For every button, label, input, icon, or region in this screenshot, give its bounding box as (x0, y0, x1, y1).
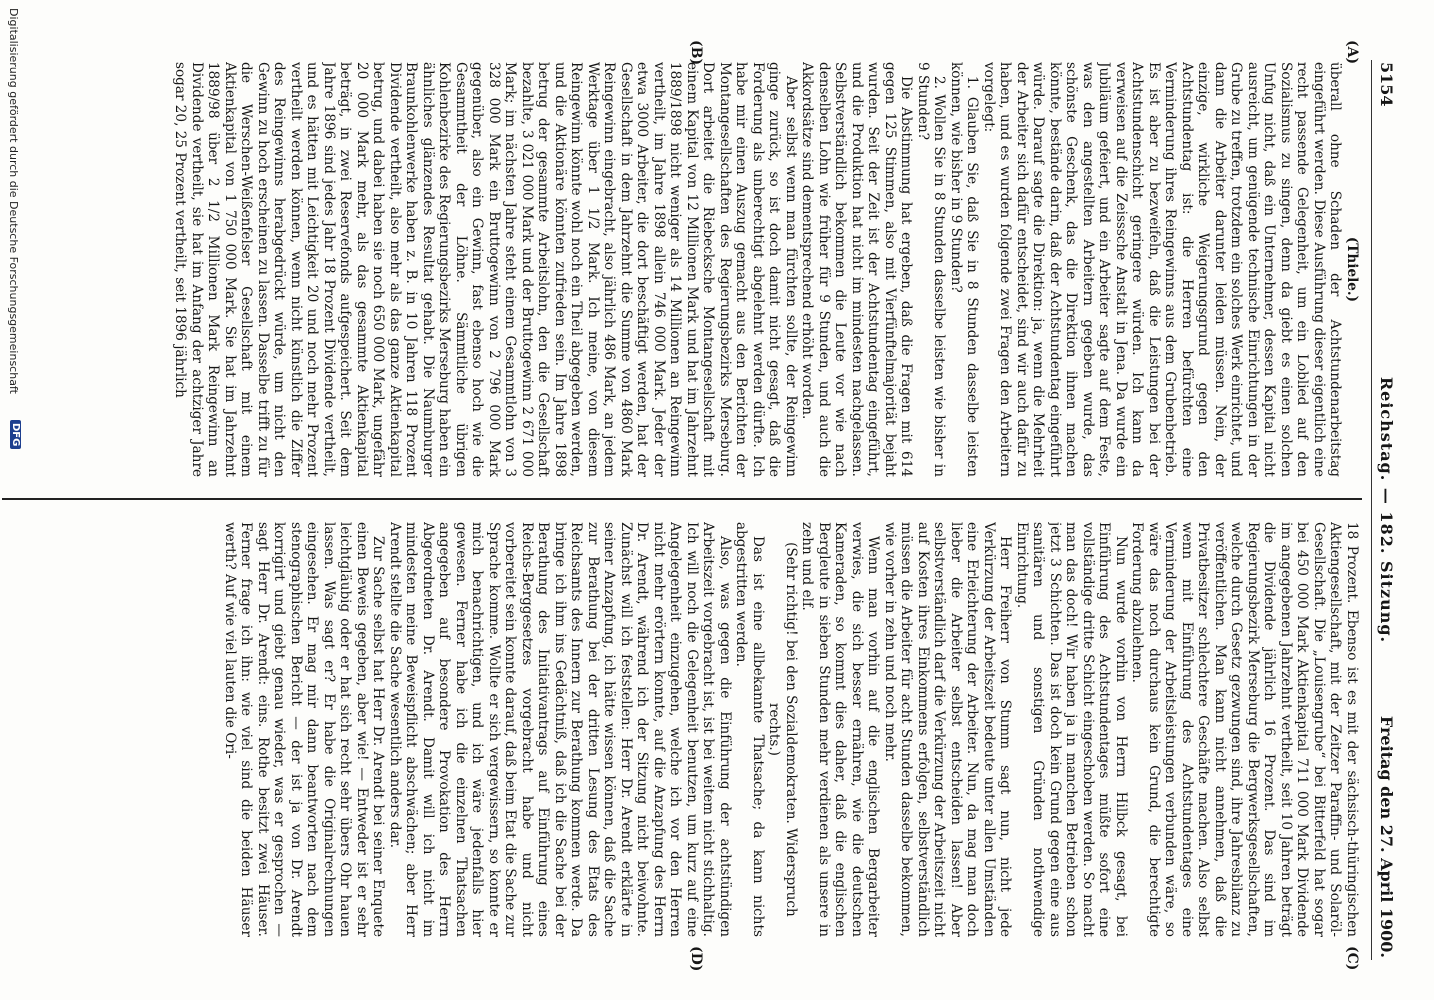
right-text-column (90, 522, 1360, 937)
page-number: 5154 (1377, 62, 1396, 107)
paragraph: Nun wurde vorhin von Herrn Hilbck gesagt, bei Einführung des Achtstundentages müßte sofort eine vollständige dritte Schicht eingeschoben werden. So macht man das doch! Wir haben ja in manchen Betrieben schon jetzt 3 Schichten. Das ist doch kein Grund gegen eine aus sanitären und sonstigen Gründen nothwendige Einrichtung. (1014, 522, 1129, 937)
margin-mark-d: (D) (688, 946, 704, 972)
page-header (1371, 60, 1400, 960)
question-item: 2. Wollen Sie in 8 Stunden dasselbe leisten wie bisher in 9 Stunden? (915, 62, 948, 477)
speaker-name: (Thiele.) (1344, 236, 1360, 303)
paragraph: Die Abstimmung hat ergeben, daß die Fragen mit 614 gegen 125 Stimmen, also mit Vierfünftelmajorität bejaht wurden. Seit der Zeit ist der Achtstundentag eingeführt, und die Produktion hat nicht im mindesten nachgelassen. Selbstverständlich bekommen die Leute vor wie nach denselben Lohn wie früher für 9 Stunden, und auch die Akkordsätze sind dementsprechend erhöht worden. (799, 62, 915, 477)
dfg-logo: DFG (10, 420, 21, 449)
interjection: (Sehr richtig! bei den Sozialdemokraten. Widerspruch rechts.) (766, 542, 799, 917)
left-text-column (90, 62, 1360, 477)
paragraph: Herr Freiherr von Stumm sagt nun, nicht jede Verkürzung der Arbeitszeit bedeute unter allen Umständen eine Erleichterung der Arbeiter. Nun, da mag man doch lieber die Arbeiter selbst entscheiden lassen! Aber selbstverständlich darf die Verkürzung der Arbeitszeit nicht auf Kosten ihres Einkommens erfolgen, selbstverständlich müssen die Arbeiter für acht Stunden dasselbe bekommen, wie vorher in zehn und noch mehr. (882, 522, 1014, 937)
paragraph: Zur Sache selbst hat Herr Dr. Arendt bei seiner Enquete einen Beweis gegeben, aber wie! — Entweder ist er sehr leichtgläubig oder er hat sich recht sehr übers Ohr hauen lassen. Was sagt er? Er habe die Originalrechnungen eingesehen. Er mag mir dann beantworten nach dem stenographischen Bericht — der ist ja von Dr. Arendt korrigirt und giebt genau wieder, was er gesprochen — sagt Herr Dr. Arendt: eins. Rothe besitzt zwei Häuser. Ferner frage ich ihn: wie viel sind die beiden Häuser werth? Auf wie viel lauten die Ori- (222, 522, 387, 937)
margin-mark-c: (C) (1344, 946, 1360, 971)
margin-mark-b: (B) (688, 40, 704, 66)
session-date: Freitag den 27. April 1900. (1377, 715, 1396, 958)
digitization-footer (2, 0, 24, 1000)
running-title: Reichstag. — 182. Sitzung. (1377, 376, 1396, 644)
paragraph: überall ohne Schaden der Achtstundenarbeitstag eingeführt werden. Diese Ausführung dieser eigentlich eine recht passende Gelegenheit, um ein Loblied auf den Sozialismus zu singen, denn da giebt es einen solchen Unfug nicht, daß ein Unternehmer, dessen Kapital nicht ausreicht, um genügende technische Einrichtungen in der Grube zu treffen, trotzdem ein solches Werk einrichtet, und dann die Arbeiter darunter leiden müssen. Nein, der einzige, wirkliche Weigerungsgrund gegen den Achtstundentag ist: die Herren befürchten eine Verminderung ihres Reingewinns aus dem Grubenbetrieb. Es ist aber zu bezweifeln, daß die Leistungen bei der Achtstundenschicht geringere würden. Ich kann da verweisen auf die Zeisssche Anstalt in Jena. Da wurde ein Jubiläum gefeiert, und ein Arbeiter sagte auf dem Feste, was den angestellten Arbeitern gegeben wurde, das schönste Geschenk, das die Direktion ihnen machen könnte, bestände darin, daß der Achtstundentag eingeführt würde. Darauf sagte die Direktion: ja, wenn die Mehrheit der Arbeiter sich dafür entscheidet, sind wir auch dafür zu haben, und es wurden folgende zwei Fragen den Arbeitern vorgelegt: (981, 62, 1344, 477)
margin-mark-a: (A) (1344, 40, 1360, 65)
paragraph: Das ist eine allbekannte Thatsache; da kann nichts abgestritten werden. (733, 522, 766, 937)
paragraph: Wenn man vorhin auf die englischen Bergarbeiter verwies, die sich besser ernähren, wie die deutschen Kameraden, so kommt dies daher, daß die englischen Bergleute in sieben Stunden mehr verdienen als unsere in zehn und elf. (799, 522, 882, 937)
question-item: 1. Glauben Sie, daß Sie in 8 Stunden dasselbe leisten können, wie bisher in 9 Stunden? (948, 62, 981, 477)
paragraph: Aber selbst wenn man fürchten sollte, der Reingewinn ginge zurück, so ist doch damit nicht gesagt, daß die Forderung als unberechtigt abgelehnt werden dürfte. Ich habe mir einen Auszug gemacht aus den Berichten der Montangesellschaften des Regierungsbezirks Merseburg. Dort arbeitet die Riebecksche Montangesellschaft mit einem Kapital von 12 Millionen Mark und hat im Jahrzehnt 1889/1898 nicht weniger als 14 Millionen an Reingewinn vertheilt, im Jahre 1898 allein 746 000 Mark. Jeder der etwa 3000 Arbeiter, die dort beschäftigt werden, hat der Gesellschaft in dem Jahrzehnt die Summe von 4860 Mark Reingewinn eingebracht, also jährlich 486 Mark, an jedem Werktage über 1 1/2 Mark. Ich meine, von diesem Reingewinn könnte wohl noch ein Theil abgegeben werden, und die Aktionäre könnten zufrieden sein. Im Jahre 1898 betrug der gesammte Arbeitslohn, den die Gesellschaft bezahlte, 3 021 000 Mark und der Bruttogewinn 2 671 000 Mark; im nächsten Jahre steht einem Gesammtlohn von 3 328 000 Mark ein Bruttogewinn von 2 796 000 Mark gegenüber, also ein Gewinn, fast ebenso hoch wie die Gesammtheit der Löhne. Sämmtliche übrigen Kohlenbezirke des Regierungsbezirks Merseburg haben ein ähnliches glänzendes Resultat gehabt. Die Naumburger Braunkohlenwerke haben z. B. in 10 Jahren 118 Prozent Dividende vertheilt, also mehr als das ganze Aktienkapital betrug, und dabei haben sie noch 650 000 Mark, ungefähr 20 000 Mark mehr, als das gesammte Aktienkapital beträgt, in zwei Reservefonds aufgespeichert. Seit dem Jahre 1896 sind jedes Jahr 18 Prozent Dividende vertheilt, und es hätten mit Leichtigkeit 20 und noch mehr Prozent vertheilt werden können, wenn nicht künstlich die Ziffer des Reingewinns herabgedrückt würde, um nicht den Gewinn zu hoch erscheinen zu lassen. Dasselbe trifft zu für die Werschen-Weißenfelser Gesellschaft mit einem Aktienkapital von 1 750 000 Mark. Sie hat im Jahrzehnt 1889/98 über 2 1/2 Millionen Mark Reingewinn an Dividende vertheilt, sie hat im Anfang der achtziger Jahre sogar 20, 25 Prozent vertheilt, seit 1896 jährlich (172, 62, 799, 477)
paragraph: 18 Prozent. Ebenso ist es mit der sächsisch-thüringischen Aktiengesellschaft, mit der Zeitzer Paraffin- und Solaröl-Gesellschaft. Die „Louisengrube“ bei Bitterfeld hat sogar bei 450 000 Mark Aktienkapital 711 000 Mark Dividende im angegebenen Jahrzehnt vertheilt, seit 10 Jahren beträgt die Dividende jährlich 16 Prozent. Das sind im Regierungsbezirk Merseburg die Bergwerksgesellschaften, welche durch Gesetz gezwungen sind, ihre Jahresbilanz zu veröffentlichen. Man kann nicht annehmen, daß die Privatbesitzer schlechtere Geschäfte machen. Also selbst wenn mit Einführung des Achtstundentages eine Verminderung der Arbeitsleistungen verbunden wäre, so wäre das noch durchaus kein Grund, die berechtigte Forderung abzulehnen. (1129, 522, 1360, 937)
column-divider (2, 498, 1362, 500)
paragraph: Also, was gegen die Einführung der achtstündigen Arbeitszeit vorgebracht ist, ist bei weitem nicht stichhaltig. Ich will noch die Gelegenheit benutzen, um kurz auf eine Angelegenheit einzugehen, welche ich vor den Herren nicht mehr erörtern konnte, auf die Anzapfung des Herrn Dr. Arendt, während ich der Sitzung nicht beiwohnte. Zunächst will ich feststellen: Herr Dr. Arendt erklärte in seiner Anzapfung, ich hätte wissen können, daß die Sache zur Berathung bei der dritten Lesung des Etats des Reichsamts des Innern zur Berathung kommen werde. Da bringe ich ihm ins Gedächtniß, daß ich die Sache bei der Berathung des Initiativantrags auf Einführung eines Reichs-Berggesetzes vorgebracht habe und nicht vorbereitet sein konnte darauf, daß beim Etat die Sache zur Sprache komme. Wollte er sich vergewissern, so konnte er mich benachrichtigen, und ich wäre jedenfalls hier gewesen. Ferner habe ich die einzelnen Thatsachen angegeben auf besondere Provokation des Herrn Abgeordneten Dr. Arendt. Damit will ich nicht im mindesten meine Beweispflicht abschwächen; aber Herr Arendt stellte die Sache wesentlich anders dar. (387, 522, 733, 937)
funding-note: Digitalisierung gefördert durch die Deutsche Forschungsgemeinschaft (7, 8, 20, 394)
